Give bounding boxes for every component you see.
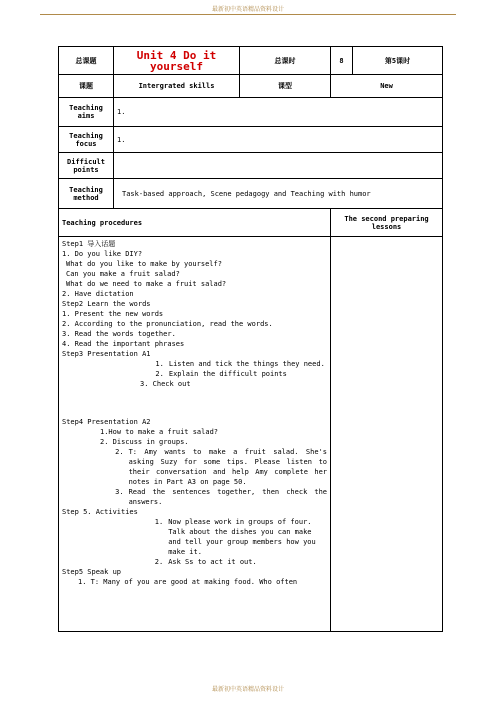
procedures-content — [59, 237, 331, 632]
proc-line: 3. Read the words together. — [62, 330, 176, 338]
total-hours-label: 总课时 — [240, 47, 331, 75]
step5-title: Step 5. Activities — [62, 508, 138, 516]
proc-line: 4. Read the important phrases — [62, 340, 185, 348]
focus-label: Teaching focus — [59, 127, 114, 153]
lesson-number: 第5课时 — [353, 47, 443, 75]
proc-item: 1. Listen and tick the things they need. — [155, 360, 325, 368]
proc-line: Can you make a fruit salad? — [66, 270, 180, 278]
proc-item: 1. Now please work in groups of four. Talk about the dishes you can make and tell your group members how you make it. — [154, 518, 316, 556]
proc-line: What do we need to make a fruit salad? — [66, 280, 227, 288]
total-topic-label: 总课题 — [59, 47, 114, 75]
lesson-type-label: 课型 — [240, 75, 331, 98]
header-rule — [40, 14, 456, 15]
step2-title: Step2 Learn the words — [62, 300, 151, 308]
proc-line: What do you like to make by yourself? — [66, 260, 222, 268]
proc-line: 2. Discuss in groups. — [100, 438, 189, 446]
focus-value: 1. — [114, 127, 443, 153]
second-preparing-label: The second preparing lessons — [331, 209, 443, 237]
proc-item: 2. Ask Ss to act it out. — [154, 558, 257, 566]
lesson-type-value: New — [331, 75, 443, 98]
proc-line: 1. T: Many of you are good at making food. Who often — [78, 578, 298, 586]
topic-label: 课题 — [59, 75, 114, 98]
step3-title: Step3 Presentation A1 — [62, 350, 151, 358]
proc-line: 3. Check out — [140, 380, 191, 388]
proc-line: 1. Do you like DIY? — [62, 250, 143, 258]
proc-line: 2. Have dictation — [62, 290, 134, 298]
proc-item: 2. T: Amy wants to make a fruit salad. She's asking Suzy for some tips. Please listen to their conversation and help Amy complete her notes in Part A3 on page 50. — [115, 448, 328, 486]
page-header: 最新初中英语精品资料设计 — [211, 6, 284, 13]
proc-item: 2. Explain the difficult points — [155, 370, 287, 378]
proc-item: 3. Read the sentences together, then check the answers. — [115, 488, 328, 506]
unit-title: Unit 4 Do it yourself — [114, 47, 240, 75]
step6-title: Step5 Speak up — [62, 568, 122, 576]
difficult-label: Difficult points — [59, 153, 114, 179]
method-value: Task-based approach, Scene pedagogy and Teaching with humor — [114, 179, 443, 209]
procedures-label: Teaching procedures — [59, 209, 331, 237]
step4-title: Step4 Presentation A2 — [62, 418, 151, 426]
page-footer: 最新初中英语精品资料设计 — [211, 686, 284, 693]
aims-value: 1. — [114, 98, 443, 127]
step1-title: Step1 导入话题 — [62, 240, 116, 248]
proc-line: 2. According to the pronunciation, read the words. — [62, 320, 273, 328]
lesson-plan-table — [58, 46, 443, 632]
total-hours-value: 8 — [331, 47, 353, 75]
topic-value: Intergrated skills — [114, 75, 240, 98]
second-preparing-content — [331, 237, 443, 632]
proc-line: 1. Present the new words — [62, 310, 164, 318]
method-label: Teaching method — [59, 179, 114, 209]
proc-line: 1.How to make a fruit salad? — [100, 428, 219, 436]
aims-label: Teaching aims — [59, 98, 114, 127]
difficult-value — [114, 153, 443, 179]
